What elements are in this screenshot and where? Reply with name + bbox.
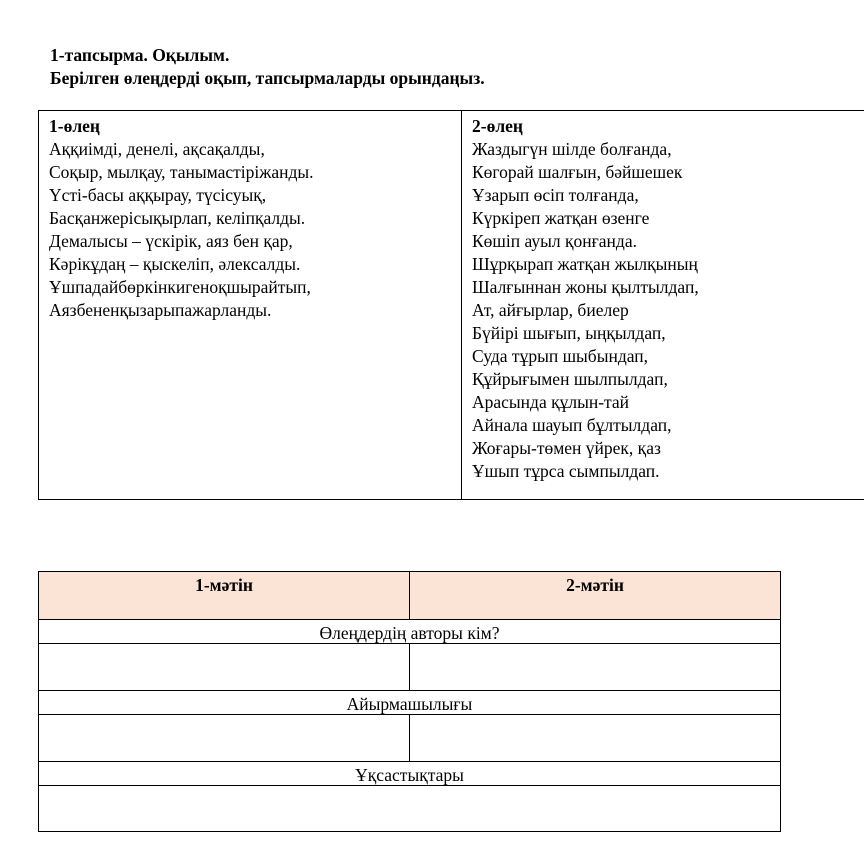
similarity-answer[interactable] (39, 786, 780, 833)
poem-2-line: Арасында құлын-тай (472, 392, 630, 412)
poem-2-line: Бүйірі шығып, ыңқылдап, (472, 323, 666, 343)
poem-1-line: Кәрікұдаң – қыскеліп, әлексалды. (49, 254, 301, 274)
similarity-answer-row (39, 786, 780, 833)
poem-2-line: Суда тұрып шыбындап, (472, 346, 649, 366)
similarity-label: Ұқсастықтары (355, 765, 464, 785)
difference-answer-text-2[interactable] (410, 715, 780, 761)
poem-2-line: Ұзарып өсіп толғанда, (472, 185, 639, 205)
difference-answer-row (39, 715, 780, 762)
poem-1-line: Ұшпадайбөркінкигеноқшырайтып, (49, 277, 311, 297)
poem-2-line: Шалғыннан жоны қылтылдап, (472, 277, 699, 297)
poem-2-line: Айнала шауып бұлтылдап, (472, 415, 672, 435)
difference-answer-text-1[interactable] (39, 715, 410, 761)
poem-2-line: Көгорай шалғын, бәйшешек (472, 162, 683, 182)
poem-1-line: Соқыр, мылқау, танымастіріжанды. (49, 162, 314, 182)
poem-2-line: Ұшып тұрса сымпылдап. (472, 461, 660, 481)
author-question: Өлеңдердің авторы кім? (319, 623, 500, 643)
difference-label: Айырмашылығы (346, 694, 473, 714)
poem-2-line: Ат, айғырлар, биелер (472, 300, 629, 320)
author-answer-text-1[interactable] (39, 644, 410, 690)
poems-table (38, 110, 864, 500)
poem-2-cell (461, 111, 864, 499)
poem-1-line: Басқанжерісықырлап, келіпқалды. (49, 208, 306, 228)
header-text-2: 2-мәтін (566, 575, 624, 595)
task-heading (50, 44, 485, 90)
task-instruction: Берілген өлеңдерді оқып, тапсырмаларды орындаңыз. (50, 68, 485, 88)
comparison-header-row (39, 572, 780, 620)
poem-2-line: Құйрығымен шылпылдап, (472, 369, 668, 389)
comparison-table (38, 571, 781, 832)
poem-2-line: Жоғары-төмен үйрек, қаз (472, 438, 661, 458)
poem-2-line: Күркіреп жатқан өзенге (472, 208, 650, 228)
poem-1-line: Үсті-басы аққырау, түсісуық, (49, 185, 267, 205)
poem-1-line: Аққиімді, денелі, ақсақалды, (49, 139, 265, 159)
task-title: 1-тапсырма. Оқылым. (50, 45, 230, 65)
poem-1-line: Аязбененқызарыпажарланды. (49, 300, 272, 320)
author-answer-text-2[interactable] (410, 644, 780, 690)
poem-1-line: Демалысы – үскірік, аяз бен қар, (49, 231, 293, 251)
poem-2-line: Шұрқырап жатқан жылқының (472, 254, 698, 274)
similarity-label-row (39, 762, 780, 786)
poem-2-line: Жаздыгүн шілде болғанда, (472, 139, 672, 159)
poem-2-title: 2-өлең (472, 116, 523, 136)
author-question-row (39, 620, 780, 644)
poem-2-line: Көшіп ауыл қонғанда. (472, 231, 637, 251)
author-answer-row (39, 644, 780, 691)
poem-1-title: 1-өлең (49, 116, 100, 136)
poem-1-cell (39, 111, 461, 499)
header-text-1: 1-мәтін (39, 572, 410, 619)
difference-label-row (39, 691, 780, 715)
